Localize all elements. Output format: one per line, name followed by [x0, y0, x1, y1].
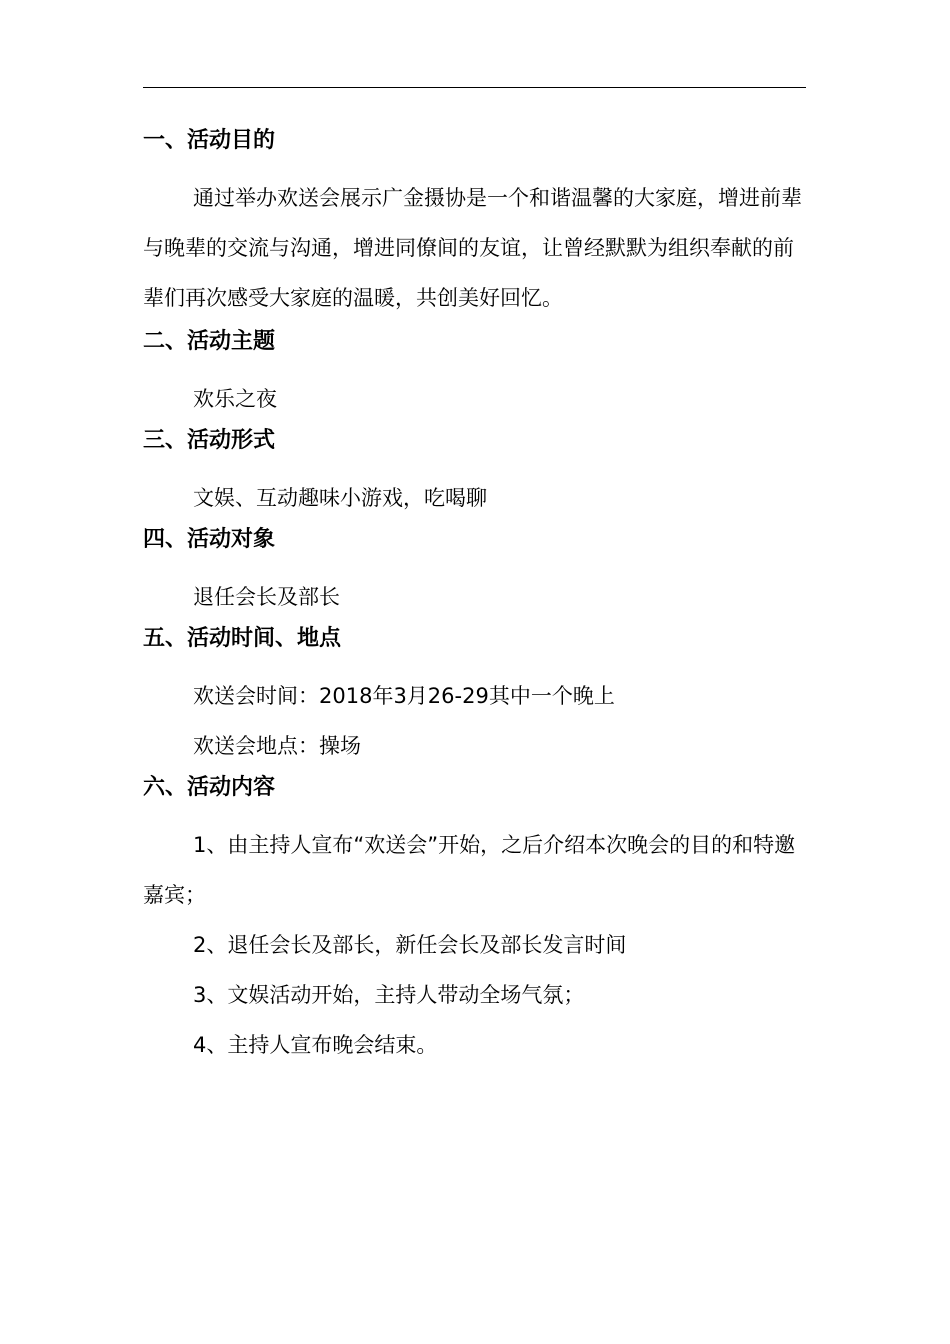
paragraph: 退任会长及部长: [193, 585, 340, 609]
paragraph: 通过举办欢送会展示广金摄协是一个和谐温馨的大家庭，增进前辈与晚辈的交流与沟通，增进同僚间的友谊，让曾经默默为组织奉献的前辈们再次感受大家庭的温暖，共创美好回忆。: [143, 186, 802, 310]
section-content: [143, 771, 806, 1070]
section-heading: 二、活动主题: [143, 329, 276, 354]
section-time-location: [143, 622, 806, 771]
section-heading: 五、活动时间、地点: [143, 626, 342, 651]
header-rule: [143, 87, 806, 88]
section-heading: 三、活动形式: [143, 428, 276, 453]
paragraph: 欢乐之夜: [193, 387, 277, 411]
list-item: 2、退任会长及部长，新任会长及部长发言时间: [193, 933, 627, 957]
paragraph-time: 欢送会时间：2018年3月26-29其中一个晚上: [193, 684, 615, 708]
paragraph: 文娱、互动趣味小游戏，吃喝聊: [193, 486, 487, 510]
document-body: [143, 124, 806, 1070]
section-heading: 一、活动目的: [143, 128, 276, 153]
section-format: [143, 424, 806, 523]
section-heading: 六、活动内容: [143, 775, 276, 800]
section-heading: 四、活动对象: [143, 527, 276, 552]
list-item: 1、由主持人宣布“欢送会”开始，之后介绍本次晚会的目的和特邀嘉宾；: [143, 833, 796, 907]
list-item: 4、主持人宣布晚会结束。: [193, 1033, 438, 1057]
section-purpose: [143, 124, 806, 323]
section-audience: [143, 523, 806, 622]
section-theme: [143, 325, 806, 424]
paragraph-location: 欢送会地点：操场: [193, 734, 361, 758]
list-item: 3、文娱活动开始，主持人带动全场气氛；: [193, 983, 585, 1007]
